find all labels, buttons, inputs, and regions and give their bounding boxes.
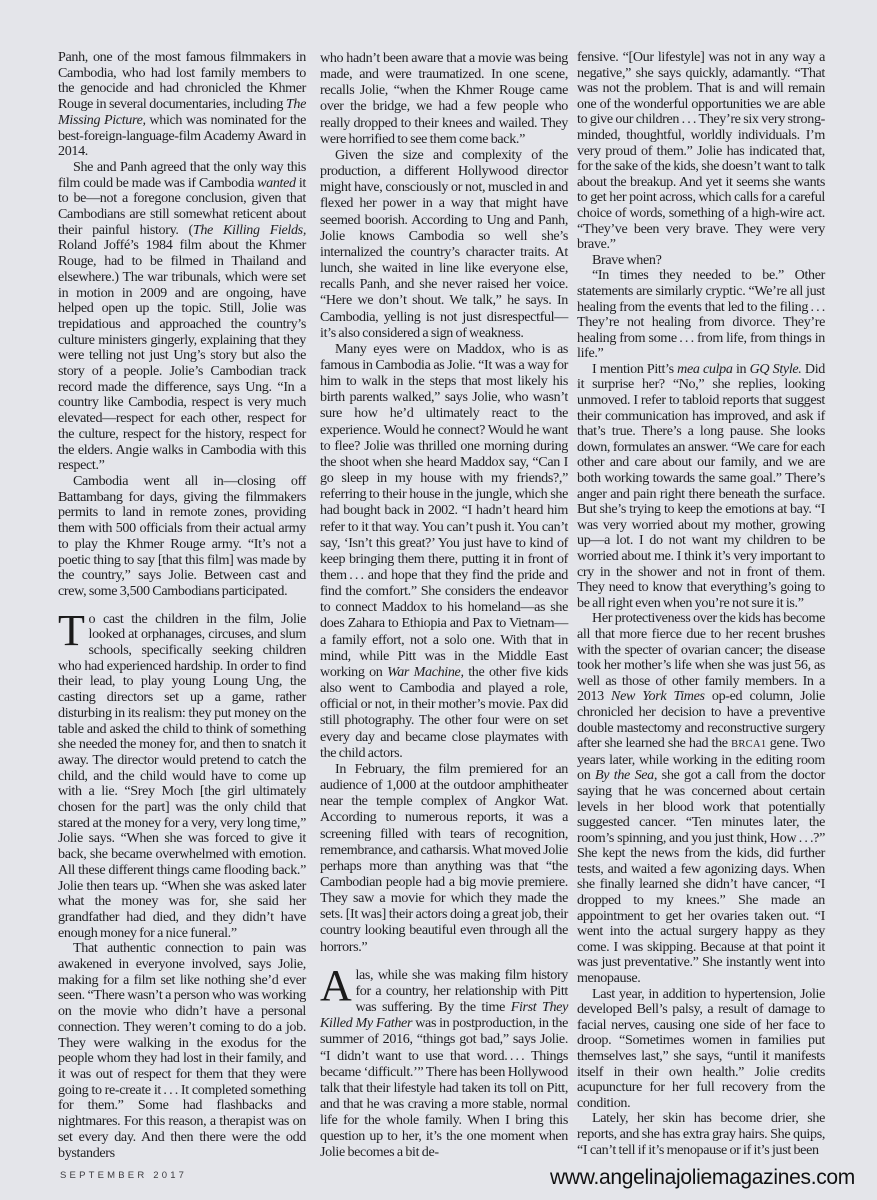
article-paragraph (577, 611, 825, 986)
text-run: Brave when? (592, 251, 662, 268)
article-paragraph (577, 362, 825, 612)
article-paragraph (577, 987, 825, 1112)
italic-title: War Machine, (387, 663, 464, 680)
text-run: was in postproduction, in the summer of 2016, “things got bad,” says Jolie. “I didn’t want to use that word. . . . Things became ‘difficult.’” There has been Hollywood talk that their lifestyle had taken its toll on Pitt, and that he was craving a more stable, normal life for the whole family. When I bring this question up to her, it’s the one moment when Jolie becomes a bit de- (320, 1015, 568, 1161)
italic-title: New York Times (611, 688, 705, 705)
text-run: in (732, 360, 750, 377)
text-run: “In times they needed to be.” Other statements are similarly cryptic. “We’re all just healing from the events that led to the filing . . . They’re not healing from divorce. They’re healing from some . . . from life, from things in life.” (577, 267, 825, 362)
article-paragraph (58, 50, 306, 160)
text-run: Many eyes were on Maddox, who is as famous in Cambodia as Jolie. “It was a way for him to walk in the steps that most likely his birth parents walked,” says Jolie, who wasn’t sure how he’d ultimately react to the experience. Would he connect? Would he want to flee? Jolie was thrilled one morning during the shoot when she heard Maddox say, “Can I go sleep in my house with my friends?,” referring to their house in the jungle, which she had bought back in 2002. “I hadn’t heard him refer to it that way. You can’t push it. You can’t say, ‘Isn’t this great?’ You just have to kind of keep bringing them there, putting it in front of them . . . and hope that they find the pride and find the comfort.” She considers the endeavor to connect Maddox to his homeland—as she does Zahara to Ethiopia and Pax to Vietnam—a family effort, not a solo one. With that in mind, while Pitt was in the Middle East working on (320, 340, 568, 680)
text-run: it to be—not a foregone conclusion, given that Cambodians are still somewhat reticent about their painful history. ( (58, 174, 306, 238)
article-column-2 (320, 50, 568, 1161)
article-paragraph (577, 1111, 825, 1158)
article-column-1 (58, 50, 306, 1161)
issue-date: SEPTEMBER 2017 (60, 1170, 188, 1181)
text-run: gene. Two years later, while working in the editing room on (577, 735, 826, 784)
article-paragraph (58, 474, 306, 600)
drop-cap: A (320, 960, 352, 1010)
text-run: las, while she was making film history for a country, her relationship with Pitt was suffering. By the time (355, 966, 568, 1016)
section-opening-paragraph (320, 960, 568, 1161)
text-run: That authentic connection to pain was awakened in everyone involved, says Jolie, making for a film set like nothing she’d ever seen. “There wasn’t a person who was working on the movie who didn’t have a personal connection. They weren’t coming to do a job. They were walking in the exodus for the people whom they had lost in their family, and it was out of respect for them that they were going to re-create it . . . It completed something for them.” Some had flashbacks and nightmares. For this reason, a therapist was on set every day. And then there were the odd bystanders (58, 940, 306, 1161)
text-run: who hadn’t been aware that a movie was being made, and were traumatized. In one scene, recalls Jolie, “when the Khmer Rouge came over the bridge, we had a few people who really dropped to their knees and wailed. They were horrified to see them come back.” (320, 50, 568, 147)
text-run: I mention Pitt’s (592, 360, 678, 377)
italic-title: wanted (257, 174, 296, 191)
text-run: Her protectiveness over the kids has become all that more fierce due to her recent brushes with the specter of ovarian cancer; the disease took her mother’s life when she was just 56, as well as those of other family members. In a 2013 (577, 610, 825, 705)
text-run: Did it surprise her? “No,” she replies, looking unmoved. I refer to tabloid reports that suggest their communication has improved, and ask if that’s true. There’s a long pause. She looks down, formulates an answer. “We care for each other and care about our family, and we are both working towards the same goal.” There’s anger and pain right there beneath the surface. But she’s trying to keep the emotions at bay. “I was very worried about my mother, growing up—a lot. I do not want my children to be worried about me. I think it’s very important to cry in the shower and not in front of them. They need to know that everything’s going to be all right even when you’re not sure it is.” (577, 360, 825, 611)
article-paragraph (320, 50, 568, 147)
article-paragraph (58, 160, 306, 474)
text-run: BRCA1 (731, 739, 767, 751)
italic-title: First They Killed My Father (320, 999, 568, 1032)
article-paragraph (577, 268, 825, 362)
article-paragraph (320, 147, 568, 341)
text-run: op-ed column, Jolie chronicled her decision to have a preventive double mastectomy and reconstructive surgery after she learned she had the (577, 688, 825, 752)
article-paragraph (58, 941, 306, 1161)
text-run: Lately, her skin has become drier, she reports, and she has extra gray hairs. She quips, “I can’t tell if it’s menopause or if it’s just been (577, 1110, 825, 1158)
text-run: Panh, one of the most famous filmmakers in Cambodia, who had lost family members to the genocide and had chronicled the Khmer Rouge in several documentaries, including (58, 49, 306, 113)
text-run: she got a call from the doctor saying that he was concerned about certain levels in her blood work that potentially suggested cancer. “Ten minutes later, the room’s spinning, and you just think, How . . .?” She kept the news from the kids, did further tests, and waited a few agonizing days. When she finally learned she didn’t have cancer, “I dropped to my knees.” She made an appointment to get her ovaries taken out. “I went into the actual surgery happy as they come. I was skipping. Because at that point it was just preventative.” She instantly went into menopause. (577, 767, 825, 987)
italic-title: By the Sea, (595, 767, 658, 784)
text-run: In February, the film premiered for an audience of 1,000 at the outdoor amphitheater near the temple complex of Angkor Wat. According to numerous reports, it was a screening filled with tears of recognition, remembrance, and catharsis. What moved Jolie perhaps more than anything was that “the Cambodian people had a big movie premiere. They saw a movie for which they made the sets. [It was] their actors doing a great job, their country looking beautiful even through all the horrors.” (320, 760, 568, 955)
italic-title: GQ Style. (749, 360, 802, 377)
italic-title: The Killing Fields, (192, 221, 306, 238)
section-opening-paragraph (58, 605, 306, 942)
text-run: Cambodia went all in—closing off Battambang for days, giving the filmmakers permits to land in remote zones, providing them with 500 officials from their actual army to play the Khmer Rouge army. “It’s not a poetic thing to say [that this film] was made by the country,” says Jolie. Between cast and crew, some 3,500 Cambodians participated. (58, 472, 306, 599)
article-column-3 (577, 50, 825, 1158)
text-run: fensive. “[Our lifestyle] was not in any way a negative,” she says quickly, adamantly. “That was not the problem. That is and will remain one of the wonderful opportunities we are able to give our children . . . They’re six very strong-minded, thoughtful, worldly individuals. I’m very proud of them.” Jolie has indicated that, for the sake of the kids, she doesn’t want to talk about the breakup. And yet it seems she wants to get her point across, which calls for a careful choice of words, something of a high-wire act. “They’ve been very brave. They were very brave.” (577, 49, 825, 253)
text-run: o cast the children in the film, Jolie looked at orphanages, circuses, and slum schools, specifically seeking children who had experienced hardship. In order to find their lead, to play young Loung Ung, the casting directors set up a game, rather disturbing in its realism: they put money on the table and asked the child to think of something she needed the money for, and then to snatch it away. The director would pretend to catch the child, and the child would have to come up with a lie. “Srey Moch [the girl ultimately chosen for the part] was the only child that stared at the money for a very, very long time,” Jolie says. “When she was forced to give it back, she became overwhelmed with emotion. All these different things came flooding back.” Jolie then tears up. “When she was asked later what the money was for, she said her grandfather had died, and they didn’t have enough money for a nice funeral.” (58, 610, 306, 941)
italic-title: mea culpa (677, 360, 733, 377)
website-watermark: www.angelinajoliemagazines.com (550, 1166, 855, 1189)
text-run: Roland Joffé’s 1984 film about the Khmer Rouge, had to be filmed in Thailand and elsewhere.) The war tribunals, which were set in motion in 2009 and are ongoing, have helped open up the topic. Still, Jolie was trepidatious and approached the country’s culture ministers gingerly, explaining that they were telling not just Ung’s story but also the story of a people. Jolie’s Cambodian track record made the difference, says Ung. “In a country like Cambodia, respect is very much elevated—respect for each other, respect for the culture, respect for the history, respect for the elders. Angie walks in Cambodia with this respect.” (58, 237, 306, 474)
text-run: the other five kids also went to Cambodia and played a role, official or not, in their mother’s movie. Pax did still photography. The other four were on set every day and became close playmates with the child actors. (320, 663, 568, 761)
article-paragraph (320, 761, 568, 955)
text-run: She and Panh agreed that the only way this film could be made was if Cambodia (58, 158, 306, 191)
text-run: which was nominated for the best-foreign-language-film Academy Award in 2014. (58, 111, 306, 160)
text-run: Given the size and complexity of the production, a different Hollywood director might have, consciously or not, muscled in and flexed her power in a way that might have seemed boorish. According to Ung and Panh, Jolie knows Cambodia so well she’s internalized the country’s character traits. At lunch, she waited in line like everyone else, recalls Panh, and she never raised her voice. “Here we don’t shout. We talk,” he says. In Cambodia, yelling is not just disrespectful—it’s also considered a sign of weakness. (320, 146, 568, 341)
article-paragraph (577, 253, 825, 269)
article-paragraph (320, 341, 568, 761)
drop-cap: T (58, 605, 85, 655)
italic-title: The Missing Picture, (58, 96, 306, 128)
article-paragraph (577, 50, 825, 253)
text-run: Last year, in addition to hypertension, Jolie developed Bell’s palsy, a result of damage to facial nerves, causing one side of her face to droop. “Sometimes women in families put themselves last,” she says, “until it manifests itself in their own health.” Jolie credits acupuncture for her full recovery from the condition. (577, 985, 825, 1111)
